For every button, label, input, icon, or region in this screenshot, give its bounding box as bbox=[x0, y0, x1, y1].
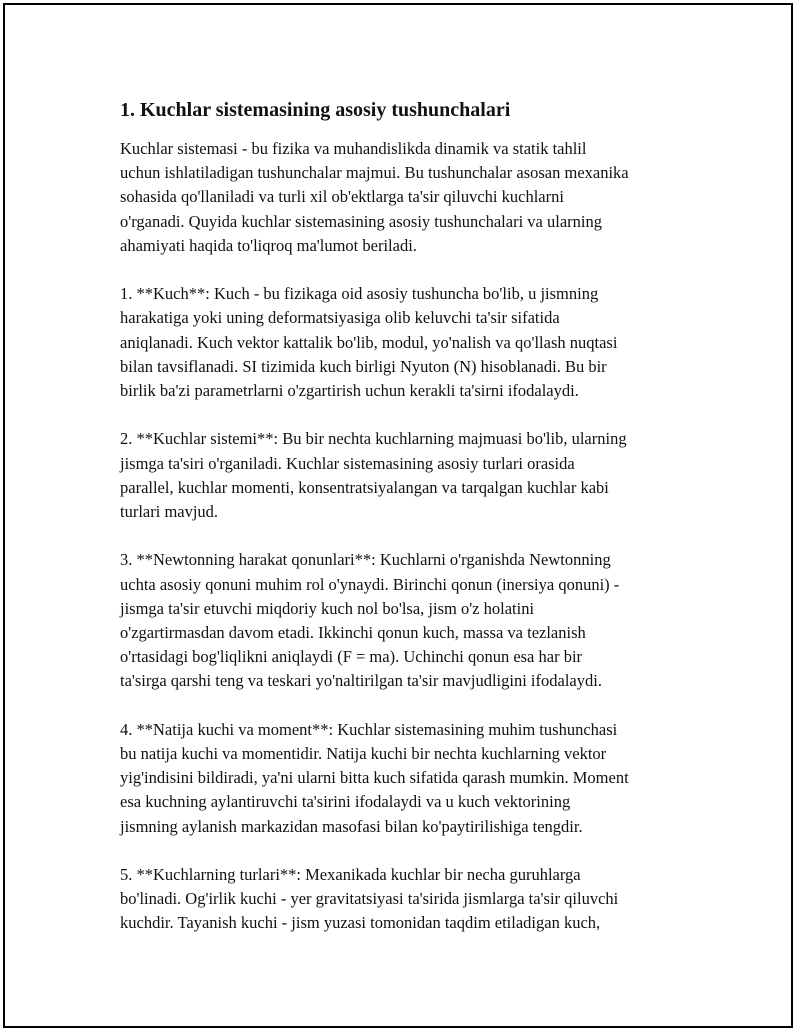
text-line: o'rganadi. Quyida kuchlar sistemasining asosiy tushunchalari va ularning bbox=[120, 211, 602, 231]
paragraph-kuch-turlari bbox=[120, 863, 710, 936]
text-line: bu natija kuchi va momentidir. Natija kuchi bir nechta kuchlarning vektor bbox=[120, 744, 607, 764]
text-line: o'zgartirmasdan davom etadi. Ikkinchi qonun kuch, massa va tezlanish bbox=[120, 623, 586, 643]
text-line: o'rtasidagi bog'liqlikni aniqlaydi (F = ma). Uchinchi qonun esa har bir bbox=[120, 647, 583, 667]
text-line: jismga ta'sir etuvchi miqdoriy kuch nol bo'lsa, jism o'z holatini bbox=[120, 598, 535, 618]
text-line: esa kuchning aylantiruvchi ta'sirini ifodalaydi va u kuch vektorining bbox=[120, 792, 571, 812]
paragraph-natija-kuchi bbox=[120, 718, 710, 839]
paragraph-newton-laws bbox=[120, 548, 710, 693]
text-line: 3. **Newtonning harakat qonunlari**: Kuchlarni o'rganishda Newtonning bbox=[120, 550, 611, 570]
text-line: 2. **Kuchlar sistemi**: Bu bir nechta kuchlarning majmuasi bo'lib, ularning bbox=[120, 429, 627, 449]
text-line: ta'sirga qarshi teng va teskari yo'naltirilgan ta'sir mavjudligini ifodalaydi. bbox=[120, 671, 602, 691]
text-line: birlik ba'zi parametrlarni o'zgartirish uchun kerakli ta'sirni ifodalaydi. bbox=[120, 381, 579, 401]
paragraph-kuch bbox=[120, 282, 710, 403]
text-line: uchun ishlatiladigan tushunchalar majmui. Bu tushunchalar asosan mexanika bbox=[120, 163, 629, 183]
text-line: 1. **Kuch**: Kuch - bu fizikaga oid asosiy tushuncha bo'lib, u jismning bbox=[120, 284, 599, 304]
document-page bbox=[3, 3, 793, 1028]
text-line: uchta asosiy qonuni muhim rol o'ynaydi. Birinchi qonun (inersiya qonuni) - bbox=[120, 574, 620, 594]
text-line: bilan tavsiflanadi. SI tizimida kuch birligi Nyuton (N) hisoblanadi. Bu bir bbox=[120, 356, 607, 376]
text-line: jismning aylanish markazidan masofasi bilan ko'paytirilishiga tengdir. bbox=[120, 816, 583, 836]
text-line: Kuchlar sistemasi - bu fizika va muhandislikda dinamik va statik tahlil bbox=[120, 139, 587, 158]
text-line: ahamiyati haqida to'liqroq ma'lumot beriladi. bbox=[120, 235, 417, 255]
text-line: jismga ta'siri o'rganiladi. Kuchlar sistemasining asosiy turlari orasida bbox=[120, 453, 575, 473]
document-body bbox=[120, 97, 710, 960]
paragraph-kuchlar-sistemi bbox=[120, 427, 710, 524]
text-line: yig'indisini bildiradi, ya'ni ularni bitta kuch sifatida qarash mumkin. Moment bbox=[120, 768, 629, 788]
text-line: 5. **Kuchlarning turlari**: Mexanikada kuchlar bir necha guruhlarga bbox=[120, 865, 581, 885]
text-line: turlari mavjud. bbox=[120, 502, 219, 522]
text-line: kuchdir. Tayanish kuchi - jism yuzasi tomonidan taqdim etiladigan kuch, bbox=[120, 913, 601, 933]
section-heading: 1. Kuchlar sistemasining asosiy tushunchalari bbox=[120, 99, 511, 121]
text-line: harakatiga yoki uning deformatsiyasiga olib keluvchi ta'sir sifatida bbox=[120, 308, 560, 328]
text-line: bo'linadi. Og'irlik kuchi - yer gravitatsiyasi ta'sirida jismlarga ta'sir qiluvchi bbox=[120, 889, 619, 909]
text-line: 4. **Natija kuchi va moment**: Kuchlar sistemasining muhim tushunchasi bbox=[120, 719, 618, 739]
text-line: sohasida qo'llaniladi va turli xil ob'ektlarga ta'sir qiluvchi kuchlarni bbox=[120, 187, 564, 207]
paragraph-intro bbox=[120, 137, 710, 258]
text-line: aniqlanadi. Kuch vektor kattalik bo'lib, modul, yo'nalish va qo'llash nuqtasi bbox=[120, 332, 618, 352]
text-line: parallel, kuchlar momenti, konsentratsiyalangan va tarqalgan kuchlar kabi bbox=[120, 477, 609, 497]
